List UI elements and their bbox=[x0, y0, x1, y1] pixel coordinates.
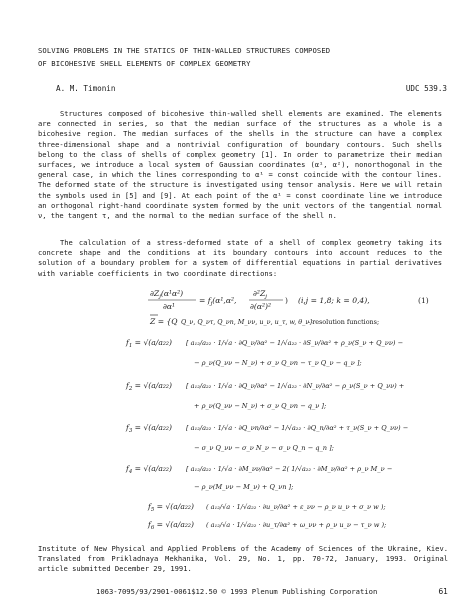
eq1-lhs-numerator: $\partial Z_j(\alpha^1\alpha^2)$ bbox=[150, 290, 184, 300]
f3-label: $f_3 = √(a/a_{22})$ bbox=[126, 423, 172, 434]
equation-f6 bbox=[147, 520, 386, 530]
f2-label: $f_2 = √(a/a_{22})$ bbox=[126, 381, 172, 392]
equation-f4 bbox=[125, 464, 392, 491]
eq1-frac-numerator: $\partial^2Z_j$ bbox=[253, 290, 267, 300]
f5-line-1: ( a₁₂/√a · 1/√a₂₂ · ∂u_ν/∂α² + ε_νν − ρ_ν u_ν + σ_ν w ); bbox=[206, 503, 386, 511]
author-name: A. M. Timonin bbox=[56, 84, 116, 93]
equation-f1 bbox=[125, 338, 403, 367]
zvec-head: Z = {Q bbox=[150, 317, 178, 326]
f4-line-1: [ a₁₂/a₂₂ · 1/√a · ∂M_νν/∂α² − 2( 1/√a₂₂ · ∂M_ν/∂α² + ρ_ν M_ν − bbox=[186, 465, 393, 473]
title-line-1: SOLVING PROBLEMS IN THE STATICS OF THIN-WALLED STRUCTURES COMPOSED bbox=[38, 46, 331, 55]
f4-line-2: − ρ_ν(M_νν − M_ν) + Q_νn ]; bbox=[194, 483, 294, 491]
zvec-components: Q_ν, Q_ντ, Q_νn, M_νν, u_ν, u_τ, w, θ_ν} bbox=[181, 318, 314, 326]
equation-f5 bbox=[147, 502, 386, 513]
f1-line-2: − ρ_ν(Q_νν − N_ν) + σ_ν Q_νn − τ_ν Q_ν − q_ν ]; bbox=[194, 359, 362, 367]
f6-label: $f_6 = √(a/a_{22})$ bbox=[148, 520, 194, 530]
f5-label: $f_5 = √(a/a_{22})$ bbox=[148, 502, 194, 513]
f4-label: $f_4 = √(a/a_{22})$ bbox=[126, 464, 172, 475]
eq1-index-range: (i,j = 1,8; k = 0,4), bbox=[298, 296, 370, 305]
equation-1 bbox=[148, 290, 429, 311]
f1-line-1: [ a₁₂/a₂₂ · 1/√a · ∂Q_ν/∂α² − 1/√a₂₂ · ∂S_ν/∂α² + ρ_ν(S_ν + Q_νν) − bbox=[186, 339, 404, 347]
eq1-frac-denominator: ∂(α²)² bbox=[250, 302, 272, 311]
page-number: 61 bbox=[438, 587, 448, 596]
eq1-mid: = $f_j(\alpha^1,\alpha^2$, bbox=[199, 296, 237, 307]
eq1-lhs-denominator: ∂α¹ bbox=[163, 302, 176, 311]
f2-line-2: + ρ_ν(Q_νν − N_ν) + σ_ν Q_νn − q_ν ]; bbox=[194, 402, 327, 410]
f6-line-1: ( a₁₂/√a · 1/√a₂₂ · ∂u_τ/∂α² + ω_νν + ρ_ν u_ν − τ_ν w ); bbox=[206, 521, 387, 529]
udc-code: UDC 539.3 bbox=[405, 84, 447, 93]
f3-line-1: [ a₁₂/a₂₂ · 1/√a · ∂Q_νn/∂α² − 1/√a₂₂ · ∂Q_n/∂α² + τ_ν(S_ν + Q_νν) − bbox=[186, 424, 409, 432]
paragraph-problem: The calculation of a stress-deformed state of a shell of complex geometry taking its concrete shape and the conditions at its boundary contours into account reduces to the solution of a boundary problem for a system of differential equations in partial derivatives with variable coefficients in two coordinate directions: bbox=[38, 238, 442, 278]
copyright-line: 1063-7095/93/2901-0061$12.50 © 1993 Plenum Publishing Corporation bbox=[96, 587, 378, 596]
eq1-number: (1) bbox=[418, 296, 429, 305]
paragraph-intro: Structures composed of bicohesive thin-walled shell elements are examined. The elements are connected in series, so that the median surface of the structures as a whole is a bicohesive region. The median surfaces of the shells in the structure can have a complex three-dimensional shape and a nontrivial configuration of boundary contours. Such shells belong to the class of shells of complex geometry [1]. In order to parametrize their median surfaces, we introduce a local system of Gaussian coordinates (α¹, α²), nonorthogonal in the general case, in which the lines corresponding to α¹ = const coincide with the contour lines. The deformed state of the structure is investigated using tensor analysis. Here we will retain the symbols used in [5] and [9]. At each point of the α¹ = const coordinate line we introduce an orthogonal right-hand coordinate system formed by the unit vectors of the tangential normal ν, the tangent τ, and the normal to the median surface of the shell n. bbox=[38, 109, 442, 221]
equations-svg bbox=[0, 290, 474, 530]
eq1-close: ) bbox=[285, 296, 288, 305]
zvec-note: - resolution functions; bbox=[308, 318, 380, 326]
f2-line-1: [ a₁₂/a₂₂ · 1/√a · ∂Q_ν/∂α² − 1/√a₂₂ · ∂N_ν/∂α² − ρ_ν(S_ν + Q_νν) + bbox=[186, 382, 405, 390]
equation-f2 bbox=[125, 381, 404, 410]
equation-block bbox=[0, 290, 474, 530]
resolution-vector bbox=[149, 315, 379, 326]
article-title bbox=[38, 44, 330, 70]
f1-label: $f_1 = √(a/a_{22})$ bbox=[126, 338, 172, 349]
affiliation-footnote: Institute of New Physical and Applied Problems of the Academy of Sciences of the Ukraine, Kiev. Translated from Prikladnaya Mekhanika, Vol. 29, No. 1, pp. 70-72, January, 1993. Original article submitted December 29, 1991. bbox=[38, 544, 448, 574]
equation-f3 bbox=[125, 423, 408, 452]
title-line-2: OF BICOHESIVE SHELL ELEMENTS OF COMPLEX GEOMETRY bbox=[38, 59, 251, 68]
f3-line-2: − σ_ν Q_νν − σ_ν N_ν − σ_ν Q_n − q_n ]; bbox=[194, 444, 334, 452]
